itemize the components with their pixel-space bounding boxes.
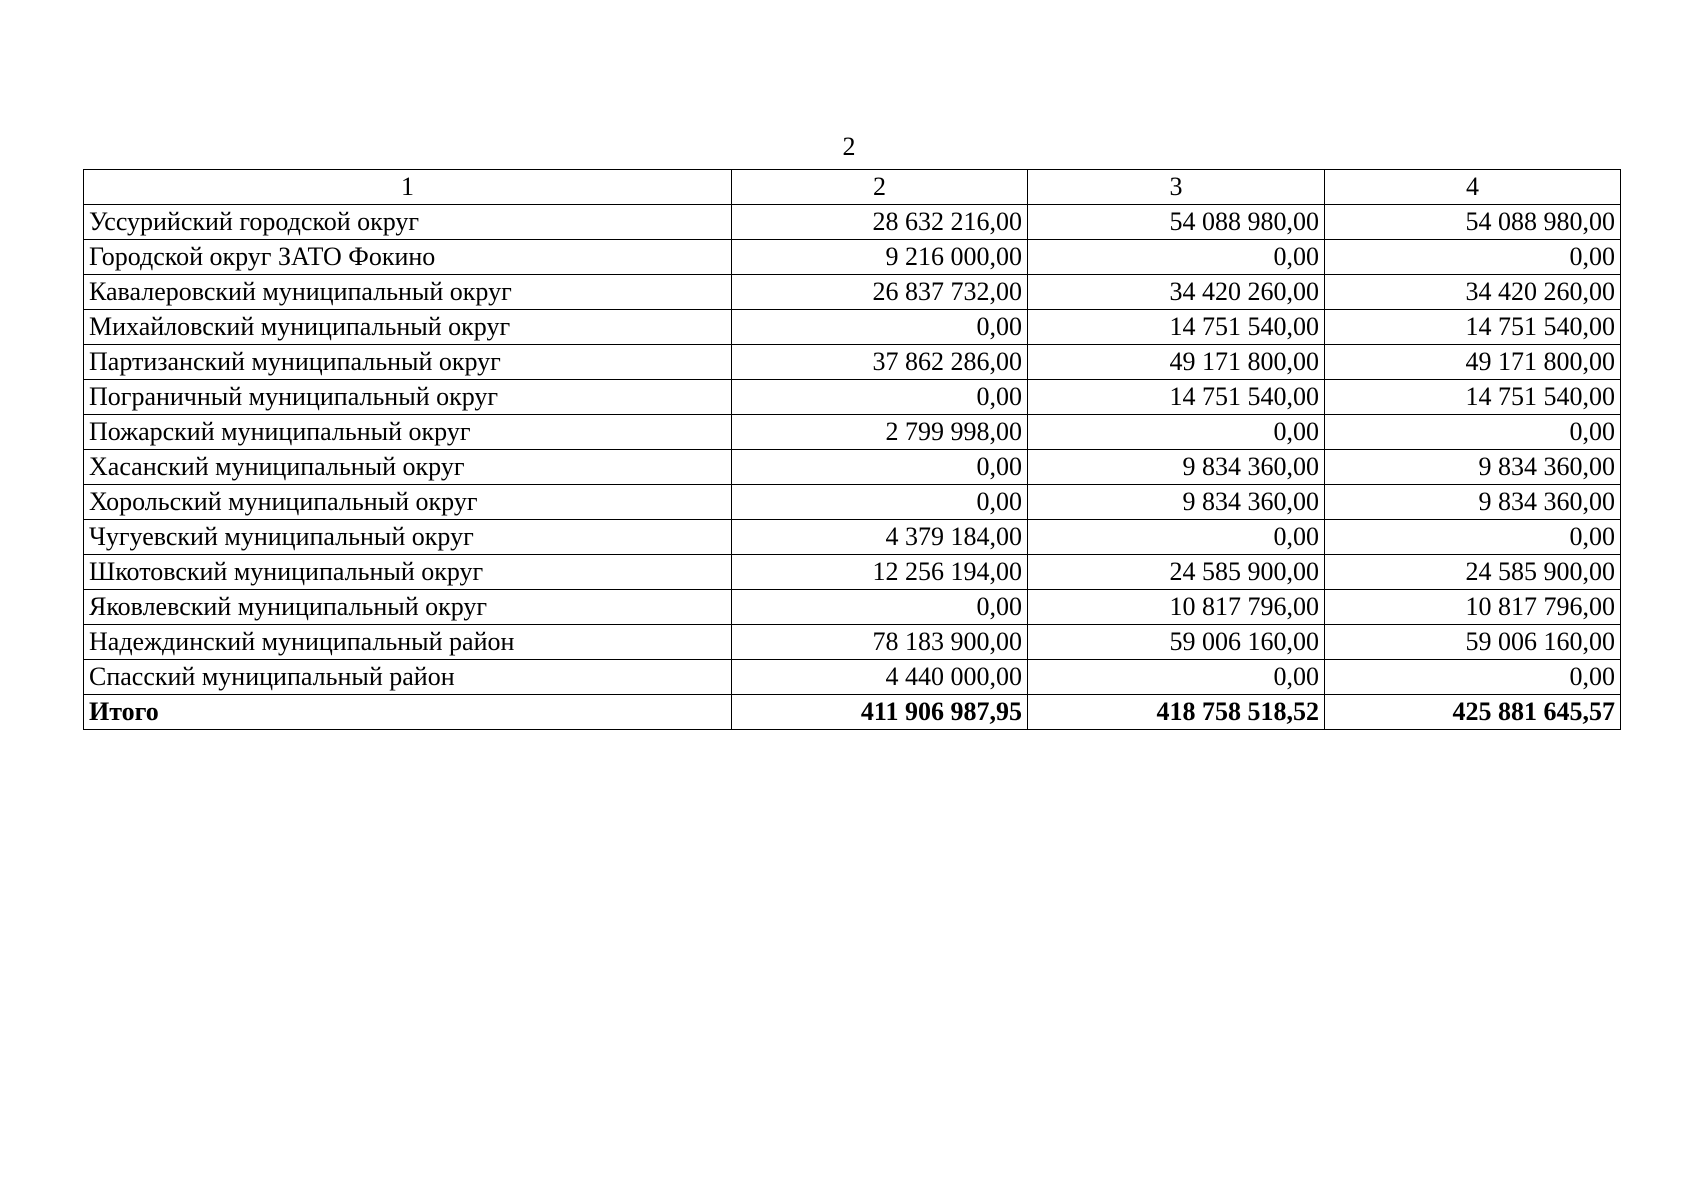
row-name: Надеждинский муниципальный район [84, 625, 732, 660]
row-value-col-2: 0,00 [732, 485, 1028, 520]
row-value-col-4: 0,00 [1325, 520, 1621, 555]
row-value-col-4: 9 834 360,00 [1325, 485, 1621, 520]
row-value-col-2: 37 862 286,00 [732, 345, 1028, 380]
row-name: Чугуевский муниципальный округ [84, 520, 732, 555]
row-name: Яковлевский муниципальный округ [84, 590, 732, 625]
row-name: Спасский муниципальный район [84, 660, 732, 695]
row-value-col-3: 0,00 [1028, 240, 1325, 275]
row-name: Пожарский муниципальный округ [84, 415, 732, 450]
table-row [84, 205, 1621, 240]
row-name: Кавалеровский муниципальный округ [84, 275, 732, 310]
row-value-col-3: 9 834 360,00 [1028, 450, 1325, 485]
row-value-col-3: 0,00 [1028, 660, 1325, 695]
table-row [84, 275, 1621, 310]
row-value-col-4: 0,00 [1325, 660, 1621, 695]
row-value-col-4: 24 585 900,00 [1325, 555, 1621, 590]
row-value-col-3: 9 834 360,00 [1028, 485, 1325, 520]
row-value-col-4: 9 834 360,00 [1325, 450, 1621, 485]
table-row [84, 485, 1621, 520]
row-value-col-2: 0,00 [732, 310, 1028, 345]
row-value-col-4: 34 420 260,00 [1325, 275, 1621, 310]
header-col-2: 2 [732, 170, 1028, 205]
row-value-col-2: 4 379 184,00 [732, 520, 1028, 555]
total-value-col-3: 418 758 518,52 [1028, 695, 1325, 730]
row-value-col-3: 14 751 540,00 [1028, 310, 1325, 345]
row-value-col-3: 49 171 800,00 [1028, 345, 1325, 380]
total-label: Итого [84, 695, 732, 730]
header-col-4: 4 [1325, 170, 1621, 205]
table-row [84, 310, 1621, 345]
row-value-col-3: 0,00 [1028, 520, 1325, 555]
row-name: Шкотовский муниципальный округ [84, 555, 732, 590]
header-col-3: 3 [1028, 170, 1325, 205]
row-value-col-3: 54 088 980,00 [1028, 205, 1325, 240]
row-name: Городской округ ЗАТО Фокино [84, 240, 732, 275]
table-row [84, 555, 1621, 590]
row-value-col-2: 78 183 900,00 [732, 625, 1028, 660]
row-value-col-3: 0,00 [1028, 415, 1325, 450]
row-value-col-4: 49 171 800,00 [1325, 345, 1621, 380]
row-value-col-3: 34 420 260,00 [1028, 275, 1325, 310]
table-row [84, 415, 1621, 450]
row-value-col-2: 0,00 [732, 380, 1028, 415]
table-row [84, 660, 1621, 695]
row-value-col-4: 0,00 [1325, 240, 1621, 275]
row-name: Хорольский муниципальный округ [84, 485, 732, 520]
row-name: Партизанский муниципальный округ [84, 345, 732, 380]
row-value-col-2: 0,00 [732, 590, 1028, 625]
table-row [84, 450, 1621, 485]
page-number: 2 [842, 132, 856, 161]
row-name: Пограничный муниципальный округ [84, 380, 732, 415]
total-value-col-4: 425 881 645,57 [1325, 695, 1621, 730]
row-name: Уссурийский городской округ [84, 205, 732, 240]
table-header-row [84, 170, 1621, 205]
total-value-col-2: 411 906 987,95 [732, 695, 1028, 730]
total-row [84, 695, 1621, 730]
row-value-col-2: 26 837 732,00 [732, 275, 1028, 310]
row-name: Хасанский муниципальный округ [84, 450, 732, 485]
row-value-col-2: 4 440 000,00 [732, 660, 1028, 695]
row-value-col-2: 12 256 194,00 [732, 555, 1028, 590]
row-value-col-2: 2 799 998,00 [732, 415, 1028, 450]
table-row [84, 380, 1621, 415]
row-value-col-4: 14 751 540,00 [1325, 380, 1621, 415]
row-value-col-4: 14 751 540,00 [1325, 310, 1621, 345]
table-row [84, 520, 1621, 555]
table-row [84, 625, 1621, 660]
row-name: Михайловский муниципальный округ [84, 310, 732, 345]
row-value-col-3: 24 585 900,00 [1028, 555, 1325, 590]
row-value-col-2: 28 632 216,00 [732, 205, 1028, 240]
row-value-col-4: 10 817 796,00 [1325, 590, 1621, 625]
table-row [84, 240, 1621, 275]
row-value-col-2: 0,00 [732, 450, 1028, 485]
header-col-1: 1 [84, 170, 732, 205]
row-value-col-4: 54 088 980,00 [1325, 205, 1621, 240]
table-row [84, 345, 1621, 380]
table-row [84, 590, 1621, 625]
row-value-col-2: 9 216 000,00 [732, 240, 1028, 275]
row-value-col-4: 0,00 [1325, 415, 1621, 450]
row-value-col-3: 59 006 160,00 [1028, 625, 1325, 660]
row-value-col-3: 10 817 796,00 [1028, 590, 1325, 625]
budget-table [83, 169, 1621, 730]
row-value-col-3: 14 751 540,00 [1028, 380, 1325, 415]
row-value-col-4: 59 006 160,00 [1325, 625, 1621, 660]
